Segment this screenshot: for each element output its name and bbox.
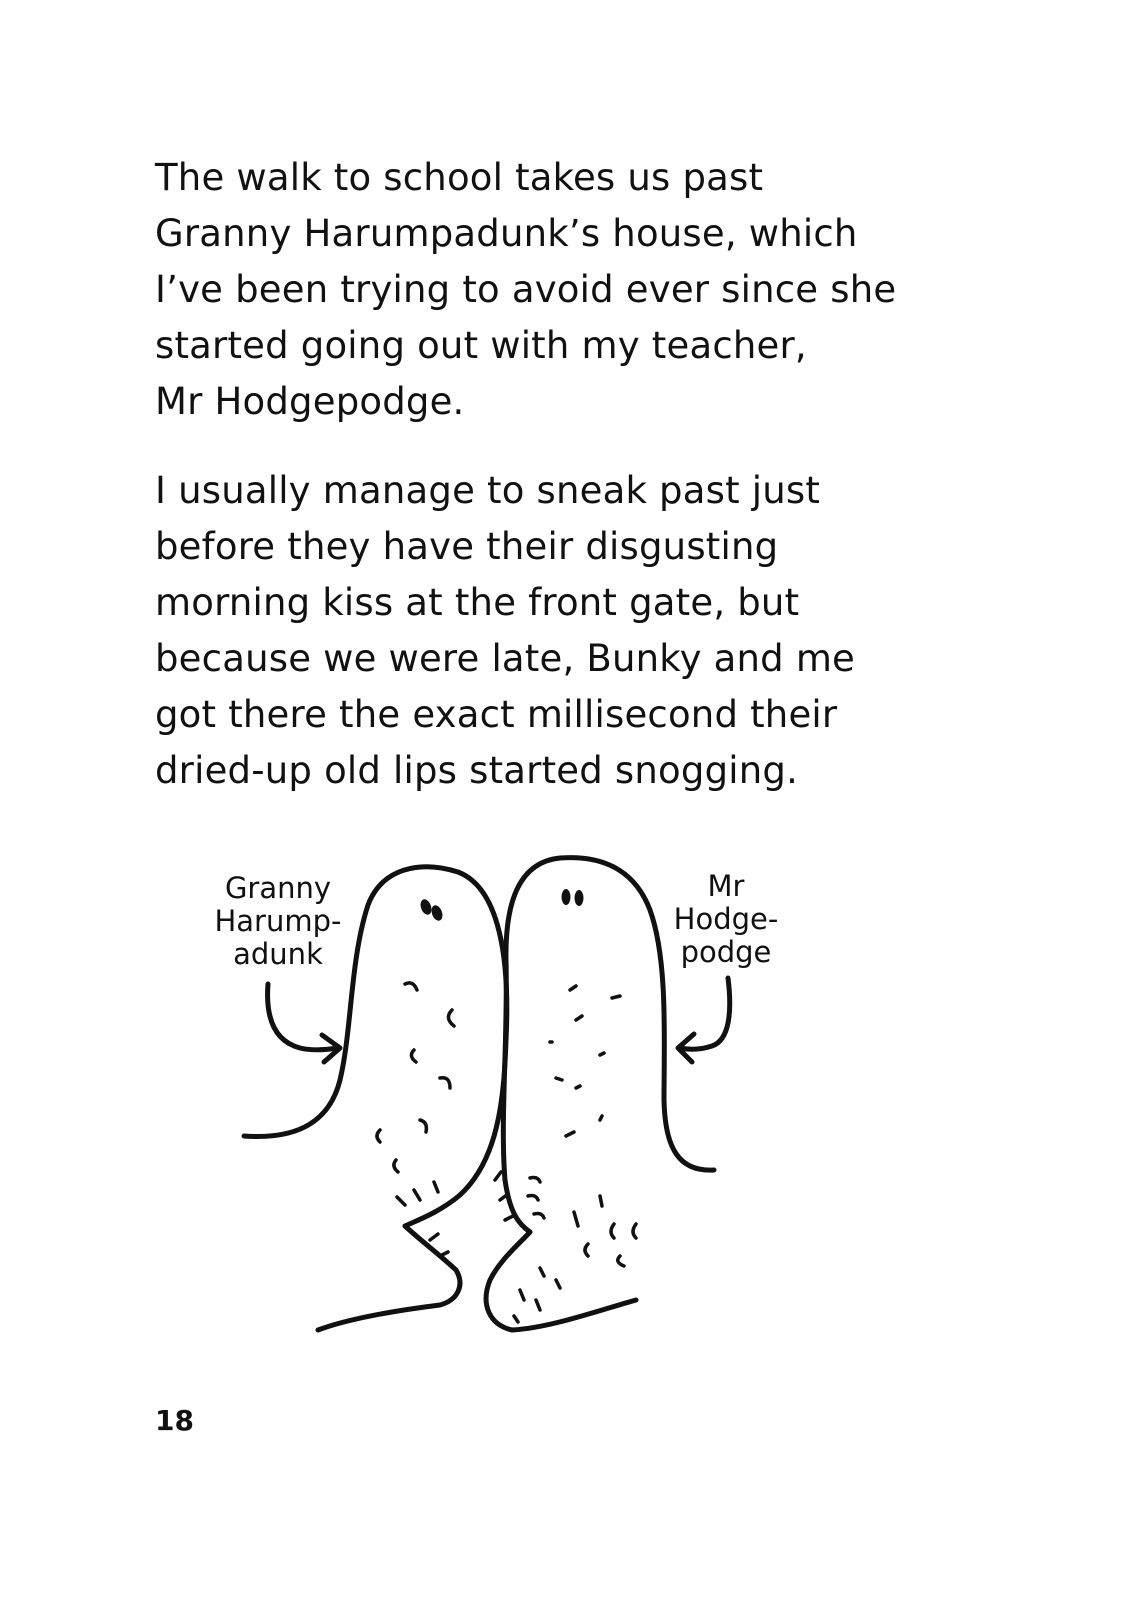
paragraph-2 [155,463,955,799]
text-line: Mr Hodgepodge. [155,380,465,423]
granny-eye-right [430,904,445,922]
stubble-mark [576,1016,582,1020]
stubble-mark [556,1078,562,1080]
granny-whisker [414,1190,420,1200]
granny-mark [394,1160,398,1172]
text-line: because we were late, Bunky and me [155,637,856,680]
hodgepodge-eye-right [575,890,584,906]
label-line: Hodge- [673,902,779,936]
text-line: I’ve been trying to avoid ever since she [155,268,897,311]
stubble-mark [600,1116,602,1120]
granny-whisker [434,1182,438,1192]
text-line: got there the exact millisecond their [155,693,838,736]
label-line: podge [680,935,772,969]
granny-whisker [430,1234,438,1240]
stubble-mark [633,1224,636,1238]
text-line: dried-up old lips started snogging. [155,749,799,792]
stubble-mark [566,1132,574,1136]
text-line: morning kiss at the front gate, but [155,581,800,624]
granny-head-outline [244,867,507,1226]
stubble-mark [570,986,576,990]
text-line: The walk to school takes us past [155,156,764,199]
text-line: I usually manage to sneak past just [155,469,821,512]
granny-whisker [440,1252,448,1256]
stubble-mark [585,1244,588,1256]
stubble-mark [618,1256,624,1266]
stubble-mark [600,1196,602,1206]
stubble-mark [520,1290,524,1300]
stubble-mark [611,1224,614,1238]
stubble-mark [612,996,620,998]
hodgepodge-eye-left [562,889,571,905]
stubble-mark [556,1280,560,1288]
stubble-mark [536,1300,540,1310]
text-line: before they have their disgusting [155,525,779,568]
stubble-mark [540,1268,544,1276]
text-line: Granny Harumpadunk’s house, which [155,212,858,255]
granny-whisker [495,1172,501,1180]
stubble-mark [576,1086,580,1088]
stubble-mark [530,1178,540,1183]
granny-mark [411,1050,416,1062]
granny-mark [405,983,417,990]
granny-mark [448,1010,454,1026]
stubble-mark [534,1214,544,1219]
hodgepodge-chin [486,1232,636,1330]
granny-whisker [397,1197,405,1205]
label-line: Mr [707,869,745,903]
stubble-mark [574,1212,578,1226]
granny-mark [377,1130,380,1142]
stubble-mark [528,1196,538,1201]
kissing-heads-illustration [190,840,790,1350]
stubble-mark [600,1053,604,1055]
text-line: started going out with my teacher, [155,324,807,367]
label-line: Harump- [214,904,342,938]
granny-eye-left [419,898,434,916]
label-line: adunk [233,937,323,971]
granny-chin [318,1226,460,1330]
page-number: 18 [155,1404,194,1437]
paragraph-1 [155,150,955,430]
granny-mark [420,1120,426,1132]
granny-mark [440,1078,450,1088]
label-line: Granny [224,871,332,905]
granny-whisker [505,1216,513,1220]
stubble-mark [514,1316,518,1322]
